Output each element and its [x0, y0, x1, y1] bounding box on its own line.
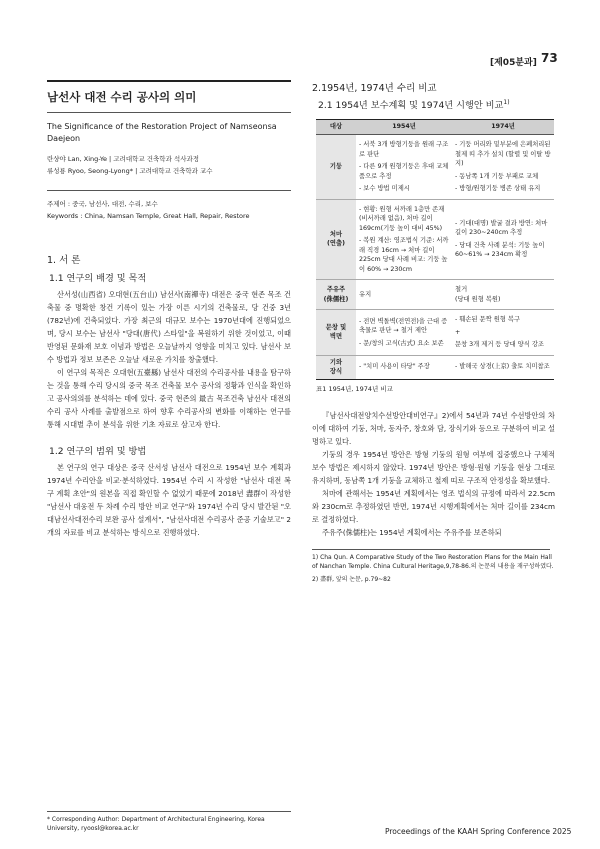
- right-column: [312, 80, 555, 584]
- paper-title-ko: 남선사 대전 수리 공사의 의미: [47, 90, 197, 104]
- section-label: [제05분과]: [490, 58, 537, 68]
- cell-item: - 복원 계산: 영조법식 기준: 서까래 직경 16cm → 처마 길이 225cm 당대 사례 비교: 기둥 높이 60% → 230cm: [359, 237, 449, 273]
- subsection-heading: 1.1 연구의 배경 및 목적: [49, 273, 147, 284]
- cell-item: - 현황: 원형 서까래 1층만 존재(비서까래 없음), 처마 길이 169cm(기둥 높이 대비 45%): [359, 205, 445, 232]
- cell-item: - 동남쪽 1개 기둥 부패로 교체: [455, 172, 539, 180]
- cell-item: - 방형/원형기둥 병존 상태 유지: [455, 185, 541, 192]
- cell-item: - "치미 사용이 타당" 주장: [359, 363, 430, 371]
- author-1: 란샹야 Lan, Xing-Ye | 고려대학교 건축학과 석사과정: [47, 155, 200, 163]
- cell-item: - 훼손된 문짝 원형 복구: [455, 316, 521, 323]
- cell-item: 문창 3개 제거 등 당대 양식 강조: [455, 341, 545, 348]
- cell-item: - 당대 건축 사례 분석: 기둥 높이 60~61% → 234cm 확정: [455, 241, 545, 259]
- table-header: 1954년: [356, 120, 452, 135]
- body-paragraph: 산서성(山西省) 오대현(五台山) 남선사(南禪寺) 대전은 중국 현존 목조 건축물 중 명확한 창건 기록이 있는 가장 이른 시기의 건축물로, 당 건중 3년 (782년)에 건축되었다. 가장 최근의 대규모 보수는 1970년대에 진행되었으며, 당시 보수는 남선사 "당대(唐代) 스타일"을 복원하기 위한 것이었고, 이때 반영된 문화재 보호 이념과 방법은 오늘날까지 영향을 미치고 있다. 남선사 보수 방법과 정보 보존은 오늘날 새로운 가치를 창출했다.: [47, 290, 291, 364]
- cell-item: - 보수 방법 미제시: [359, 185, 410, 192]
- cell-item: - 서북 3개 방형기둥을 원래 구조로 판단: [359, 141, 449, 158]
- section-heading: 2.1954년, 1974년 수리 비교: [312, 83, 437, 94]
- table-row: [316, 310, 554, 356]
- footnote-divider: [312, 549, 550, 550]
- body-paragraph: 처마에 관해서는 1954년 계획에서는 영조 법식의 규정에 따라서 22.5cm와 230cm로 추정하였던 반면, 1974년 시행계획에서는 처마 길이를 234cm로 결정하였다.: [312, 488, 555, 524]
- footnote: 1) Cha Qun. A Comparative Study of the Two Restoration Plans for the Main Hall of Nanchan Temple. China Cultural Heritage,9,78-86.의 논문의 내용을 재구성하였다.: [312, 553, 554, 570]
- row-category: 기둥: [316, 135, 356, 200]
- cell-1974: [452, 199, 554, 280]
- row-category: 문창 및 벽면: [316, 310, 356, 356]
- cell-item: 유지: [359, 290, 372, 298]
- cell-item: - 기대(대명) 발굴 결과 방연: 처마 길이 230~240cm 추정: [455, 219, 548, 237]
- left-column: [47, 80, 291, 539]
- body-paragraph: 『남선사대전양치수선방안대비연구』2)에서 54년과 74년 수선방안의 차이에 대하여 기둥, 처마, 동자주, 창호와 담, 장식기와 등으로 구분하여 비교 설명하고 있다.: [312, 410, 555, 446]
- body-paragraph: 기둥의 경우 1954년 방안은 방형 기둥의 원형 여부에 집중했으나 구체적 보수 방법은 제시하지 않았다. 1974년 방안은 방형·원형 기둥을 현상 그대로 유지하며, 동남쪽 1개 기둥을 교체하고 철제 띠로 구조적 안정성을 확보했다.: [312, 449, 555, 485]
- cell-1974: [452, 135, 554, 200]
- table-row: [316, 199, 554, 280]
- cell-1974: [452, 280, 554, 310]
- row-category: 기와 장식: [316, 355, 356, 379]
- table-row: [316, 135, 554, 200]
- author-list: [47, 153, 291, 177]
- subsection-heading: [318, 97, 555, 111]
- keywords-ko: 주제어 : 중국, 남선사, 대전, 수리, 보수: [47, 200, 158, 208]
- subsection-heading: 1.2 연구의 범위 및 방법: [49, 446, 147, 457]
- cell-1974: [452, 310, 554, 356]
- footnote: 2) 盡群, 앞의 논문, p.79~82: [312, 575, 391, 583]
- cell-1954: [356, 355, 452, 379]
- body-paragraph: 이 연구의 목적은 오대현(五臺縣) 남선사 대전의 수리공사를 내용을 탐구하는 것을 통해 수리 당시의 중국 목조 건축물 보수 공사의 정황과 인식을 확인하고 공사의의를 분석하는 데에 있다. 중국 현존의 最古 목조건축 남선사 대전의 수리 공사 사례를 출발점으로 하여 향후 수리공사의 변화를 이해하는 연구를 통해 시대별 추이 분석을 위한 기초 자료로 삼고자 한다.: [47, 368, 291, 429]
- cell-item: - 다른 9개 원형기둥은 후대 교체품으로 추정: [359, 163, 449, 180]
- cell-1974: [452, 355, 554, 379]
- corresponding-author-note: * Corresponding Author: Department of Architectural Engineering, Korea University, ryoosl@korea.ac.kr: [47, 811, 291, 833]
- body-paragraph: 주유주(侏儒柱)는 1954년 계획에서는 주유주를 보존하되: [322, 527, 502, 537]
- paper-title-en: The Significance of the Restoration Project of Namseonsa Daejeon: [47, 122, 277, 143]
- cell-item: - 문/창의 고식(古式) 요소 보존: [359, 339, 444, 347]
- cell-1954: [356, 310, 452, 356]
- body-paragraph: 본 연구의 연구 대상은 중국 산서성 남선사 대전으로 1954년 보수 계획과 1974년 수리안을 비교·분석하였다. 1954년 수리 시 작성한 "남선사 대전 복구 계획 초안"의 원본을 직접 확인할 수 없었기 때문에 2018년 盡群이 작성한 "남선사 대웅전 두 차례 수리 방안 비교 연구"와 1974년 수리 당시 발간된 "오대남선사대전수리 보완 공사 설계서", "남선사대전 수리공사 준공 기술보고" 2개의 자료를 비교 분석하는 방식으로 진행하였다.: [47, 463, 291, 537]
- keywords-en: Keywords : China, Namsan Temple, Great Hall, Repair, Restore: [47, 212, 250, 220]
- table-header: 1974년: [452, 120, 554, 135]
- proceedings-footer: Proceedings of the KAAH Spring Conference 2025: [385, 827, 572, 836]
- footnote-ref: 1): [503, 98, 510, 106]
- table-header: 대상: [316, 120, 356, 135]
- table-caption: 표1 1954년, 1974년 비교: [316, 384, 393, 393]
- subsection-title: 2.1 1954년 보수계획 및 1974년 시행안 비교: [318, 100, 504, 111]
- cell-1954: [356, 199, 452, 280]
- title-rule: [47, 80, 291, 82]
- cell-item: 철거 (당대 원형 복원): [455, 286, 501, 303]
- comparison-table: [316, 119, 554, 380]
- cell-1954: [356, 135, 452, 200]
- title-divider: [47, 112, 291, 113]
- row-category: 처마 (연출): [316, 199, 356, 280]
- keyword-divider: [47, 190, 291, 191]
- cell-item: - 발해국 상경(上京) 출토 치미참조: [455, 363, 550, 371]
- section-heading: 1. 서 론: [47, 255, 81, 266]
- cell-item: - 전면 벽돌벽(전연전)을 근대 증축물로 판단 → 철거 제안: [359, 317, 448, 334]
- cell-1954: [356, 280, 452, 310]
- table-row: [316, 280, 554, 310]
- page-number: 73: [541, 51, 558, 65]
- table-header-row: [316, 120, 554, 135]
- row-category: 주유주 (侏儒柱): [316, 280, 356, 310]
- table-row: [316, 355, 554, 379]
- cell-item: +: [455, 328, 461, 336]
- cell-item: - 기둥 머리와 밑부분에 은폐처리된 철제 띠 추가 설치 (할렬 및 이탈 방지): [455, 141, 551, 167]
- author-2: 류성룡 Ryoo, Seong-Lyong* | 고려대학교 건축학과 교수: [47, 167, 213, 175]
